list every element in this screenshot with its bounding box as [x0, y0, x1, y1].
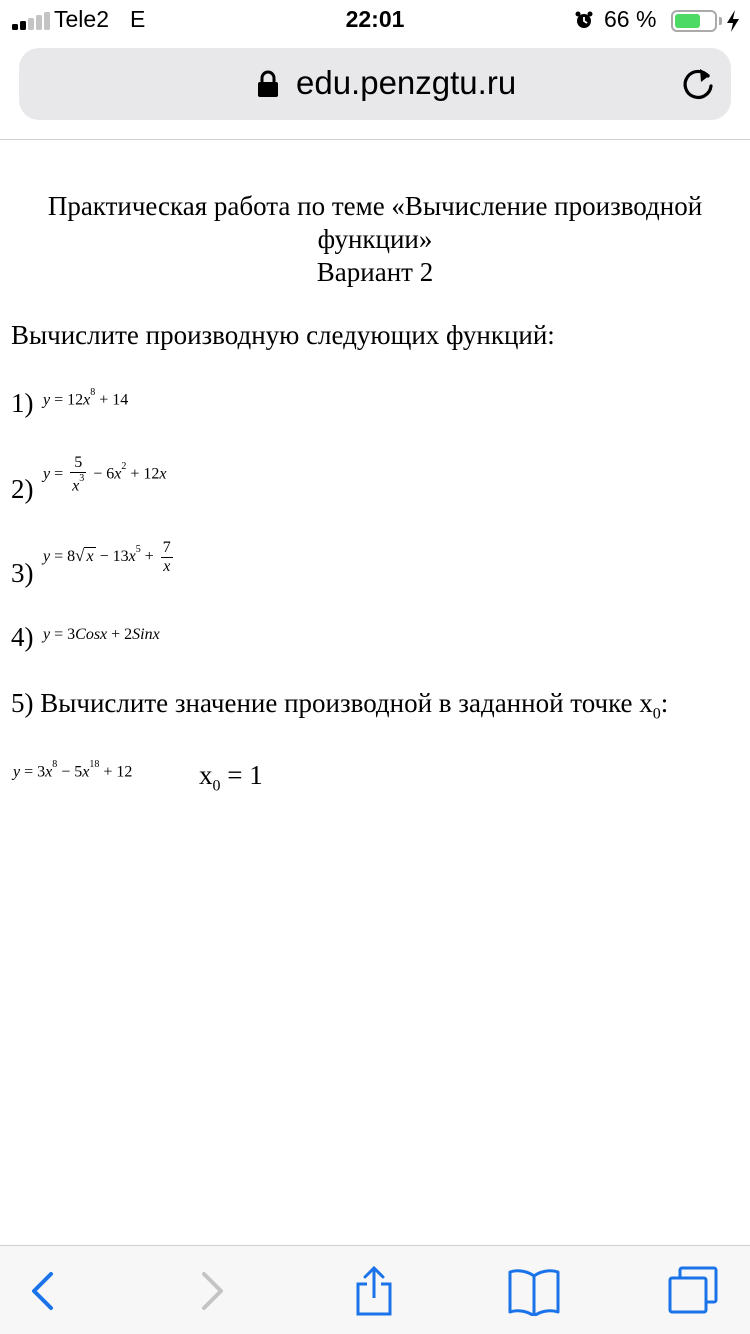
lock-icon	[257, 70, 279, 98]
task-number-4: 4)	[11, 622, 34, 652]
back-icon[interactable]	[17, 1266, 69, 1316]
formula-image-5: $y = 3x^8 - 5x^{18} + 12$	[13, 759, 133, 781]
formula-image-2: y = $\frac{5}{x^3}$ − $6x^2 + 12x$	[43, 454, 167, 495]
tabs-icon[interactable]	[668, 1266, 720, 1316]
status-time: 22:01	[345, 6, 405, 32]
task-number-2: 2)	[11, 474, 34, 504]
bottom-toolbar	[0, 1245, 750, 1334]
formula-image-4: y = 3Cosx + 2Sinx	[43, 626, 160, 643]
title-line-2: функции»	[317, 224, 433, 254]
charging-icon	[726, 10, 740, 32]
variant-label: Вариант 2	[316, 257, 434, 287]
status-bar	[0, 0, 750, 40]
battery-percentage: 66 %	[604, 6, 657, 32]
network-type: E	[130, 6, 146, 32]
formula-image-3: y = 8√ $x - 13x^5$ + $\frac{7}{x}$	[43, 539, 171, 575]
title-line-1: Практическая работа по теме «Вычисление производной	[47, 191, 703, 221]
url-text[interactable]: edu.penzgtu.ru	[296, 64, 517, 101]
share-icon[interactable]	[348, 1266, 400, 1316]
alarm-icon	[574, 10, 594, 30]
divider	[0, 139, 750, 140]
carrier-name: Tele2	[54, 6, 109, 32]
reload-icon[interactable]	[680, 66, 716, 102]
x0-value: $x_0 = 1$	[199, 760, 263, 795]
task-5-text: 5) Вычислите значение производной в заданной точке $x_0$:	[11, 688, 669, 723]
formula-image-1: $y = 12x^8 + 14$	[43, 387, 129, 409]
page-title	[20, 190, 730, 289]
task-prompt: Вычислите производную следующих функций:	[11, 320, 555, 350]
battery-icon	[671, 10, 717, 32]
task-number-1: 1)	[11, 388, 34, 418]
forward-icon[interactable]	[186, 1266, 238, 1316]
address-bar[interactable]	[19, 48, 731, 120]
bookmarks-icon[interactable]	[508, 1266, 560, 1316]
task-number-3: 3)	[11, 558, 34, 588]
